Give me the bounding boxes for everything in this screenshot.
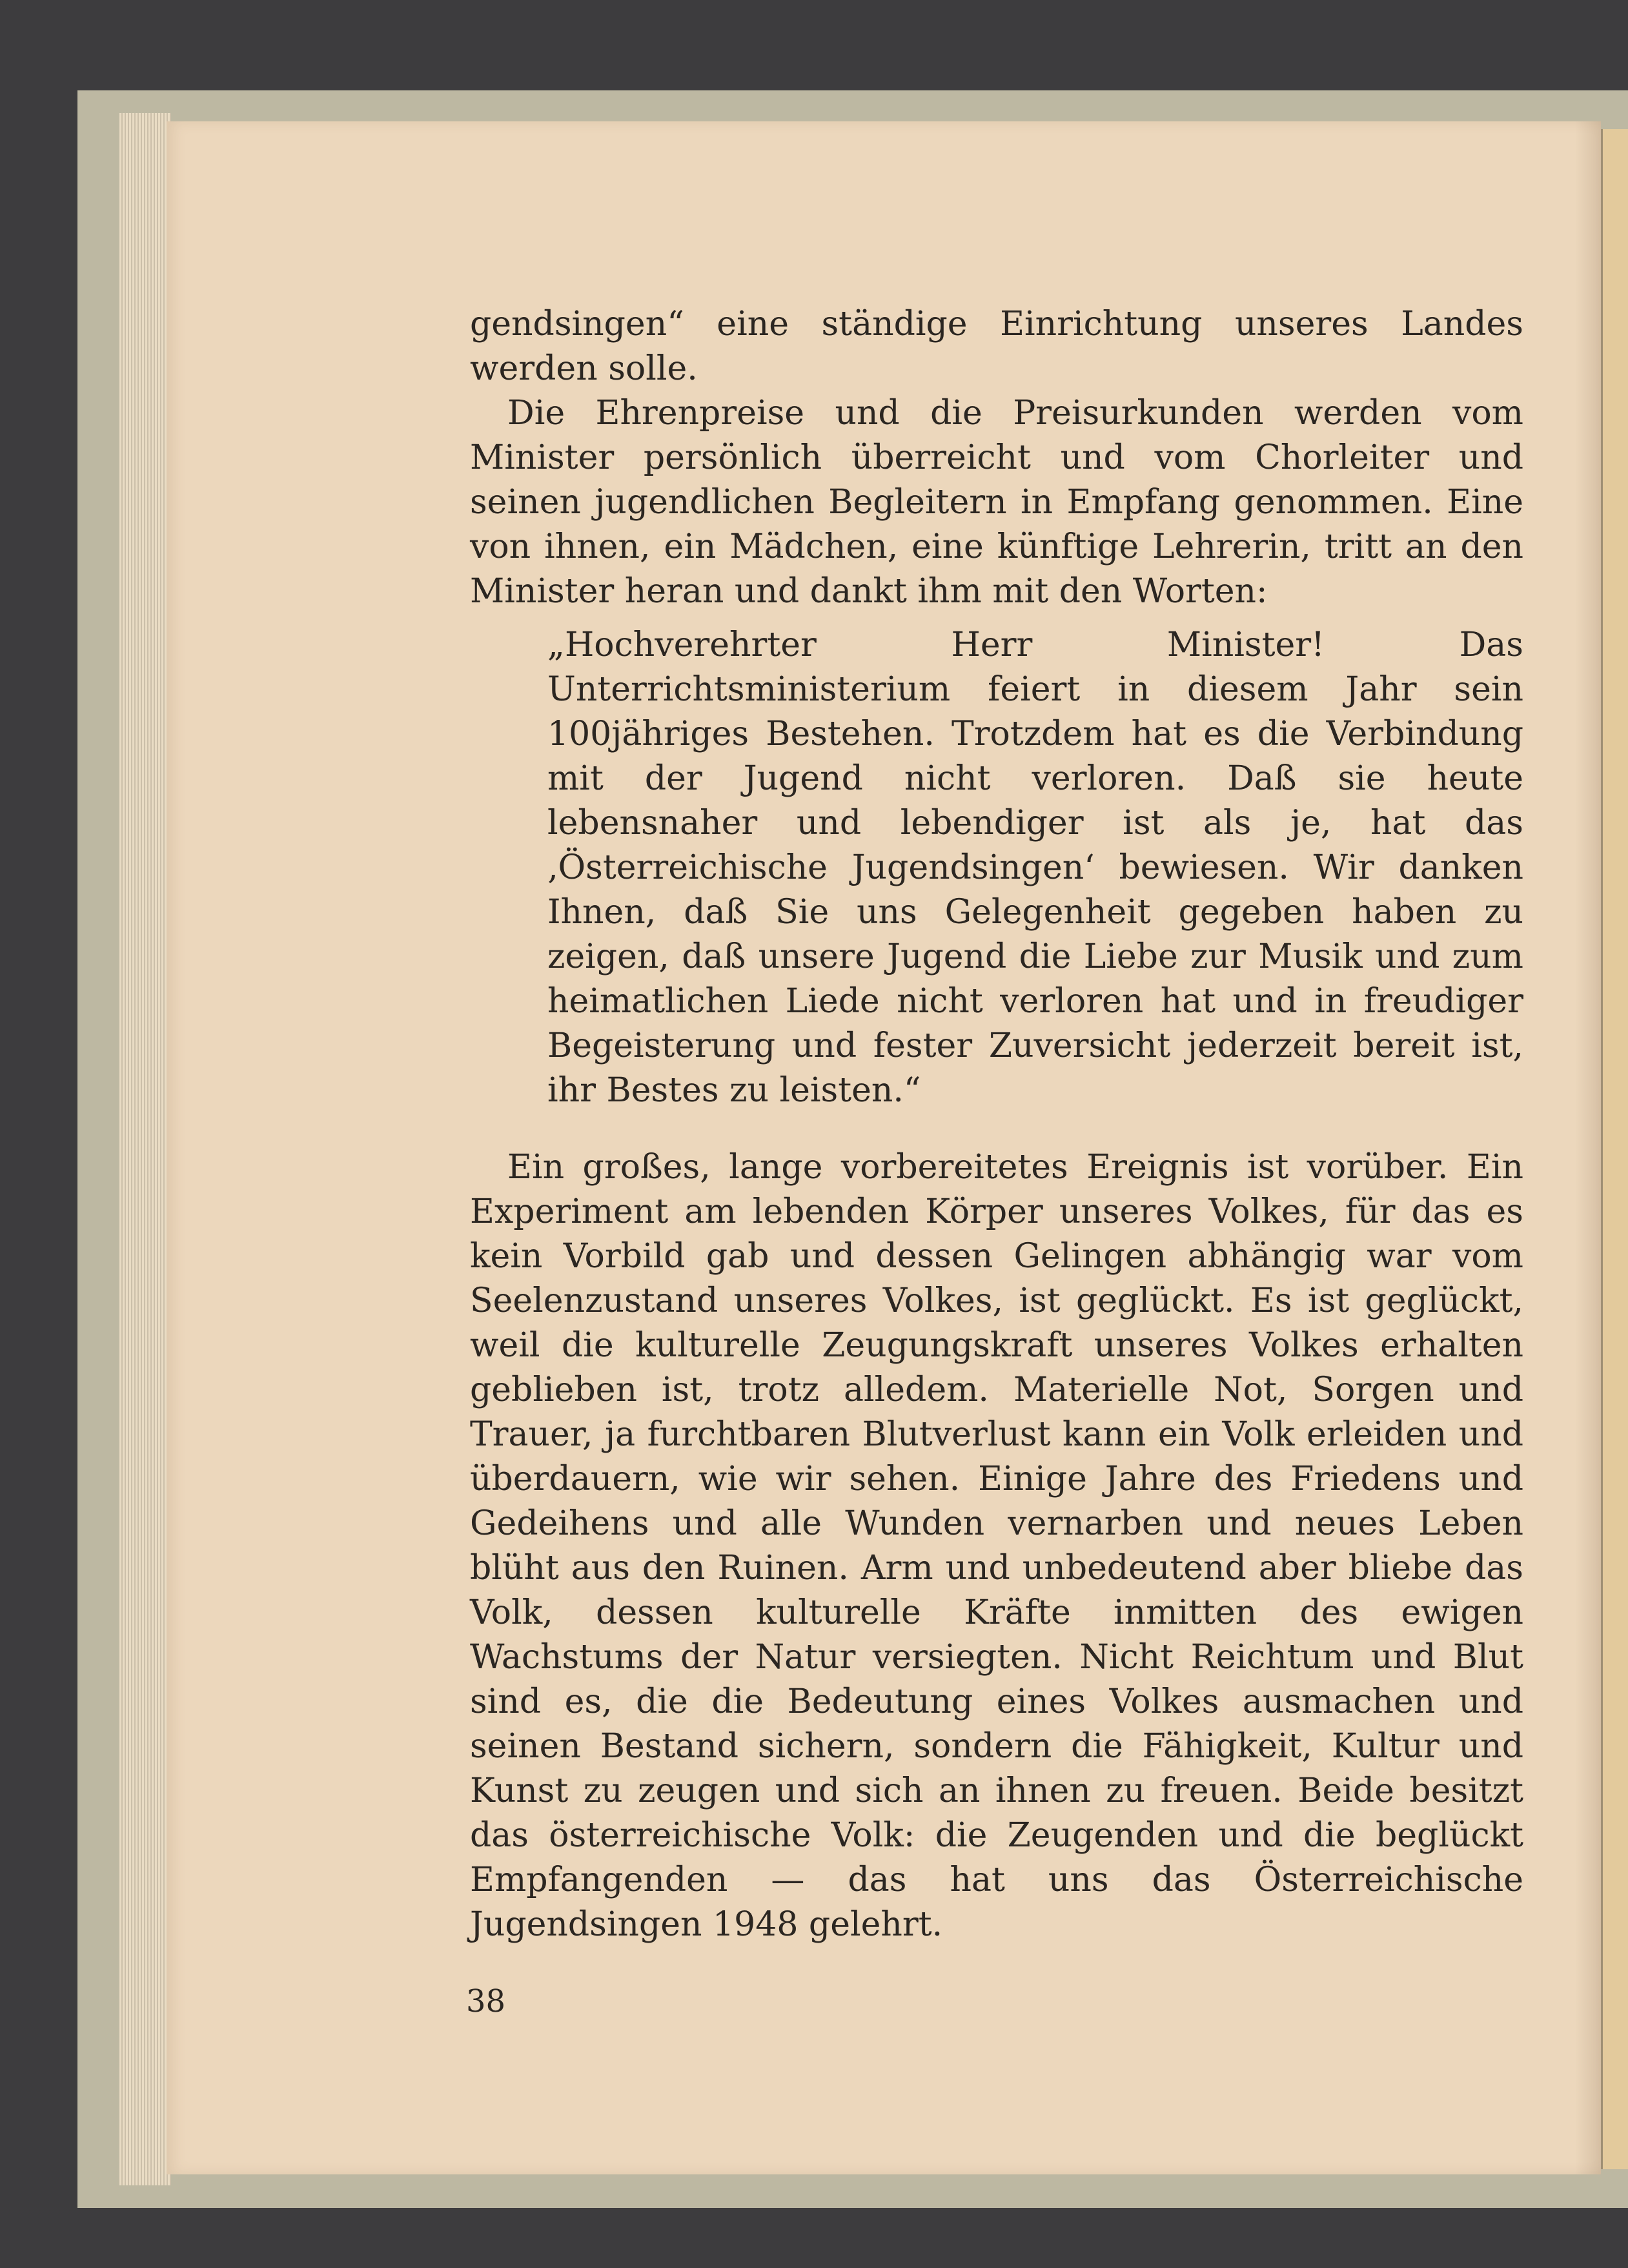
page-number: 38 xyxy=(466,1983,506,2019)
paragraph-conclusion: Ein großes, lange vorbereitetes Ereignis ist vorüber. Ein Experiment am lebenden Körper unseres Volkes, für das es kein Vorbild gab und dessen Gelingen abhängig war vom Seelenzustand unseres Volkes, ist geglückt. Es ist geglückt, weil die kulturelle Zeugungskraft unseres Volkes erhalten geblieben ist, trotz alledem. Materielle Not, Sorgen und Trauer, ja furchtbaren Blutverlust kann ein Volk erleiden und überdauern, wie wir sehen. Einige Jahre des Friedens und Gedeihens und alle Wunden vernarben und neues Leben blüht aus den Ruinen. Arm und unbedeutend aber bliebe das Volk, dessen kulturelle Kräfte inmitten des ewigen Wachstums der Natur versiegten. Nicht Reichtum und Blut sind es, die die Bedeutung eines Volkes ausmachen und seinen Bestand sichern, sondern die Fähigkeit, Kultur und Kunst zu zeugen und sich an ihnen zu freuen. Beide besitzt das österreichische Volk: die Zeugenden und die beglückt Empfangenden — das hat uns das Österreichische Jugendsingen 1948 gelehrt. xyxy=(470,1148,1523,1944)
paragraph-continuation: gendsingen“ eine ständige Einrichtung unseres Landes werden solle. xyxy=(470,305,1523,388)
spine-shadow xyxy=(1575,121,1601,2174)
facing-page-edge xyxy=(1601,129,1628,2169)
page-text xyxy=(470,302,1523,1947)
paragraph-award-ceremony: Die Ehrenpreise und die Preisurkunden werden vom Minister persönlich überreicht und vom Chorleiter und seinen jugendlichen Begleitern in Empfang genommen. Eine von ihnen, ein Mädchen, eine künftige Lehrerin, tritt an den Minister heran und dankt ihm mit den Worten: xyxy=(470,394,1523,611)
quote-speech: „Hochverehrter Herr Minister! Das Unterrichtsministerium feiert in diesem Jahr sein 100jähriges Bestehen. Trotzdem hat es die Verbindung mit der Jugend nicht verloren. Daß sie heute lebensnaher und lebendiger ist als je, hat das ‚Österreichische Jugendsingen‘ bewiesen. Wir danken Ihnen, daß Sie uns Gelegenheit gegeben haben zu zeigen, daß unsere Jugend die Liebe zur Musik und zum heimatlichen Liede nicht verloren hat und in freudiger Begeisterung und fester Zuversicht jederzeit bereit ist, ihr Bestes zu leisten.“ xyxy=(547,626,1523,1110)
page-edge-stack xyxy=(119,113,171,2185)
